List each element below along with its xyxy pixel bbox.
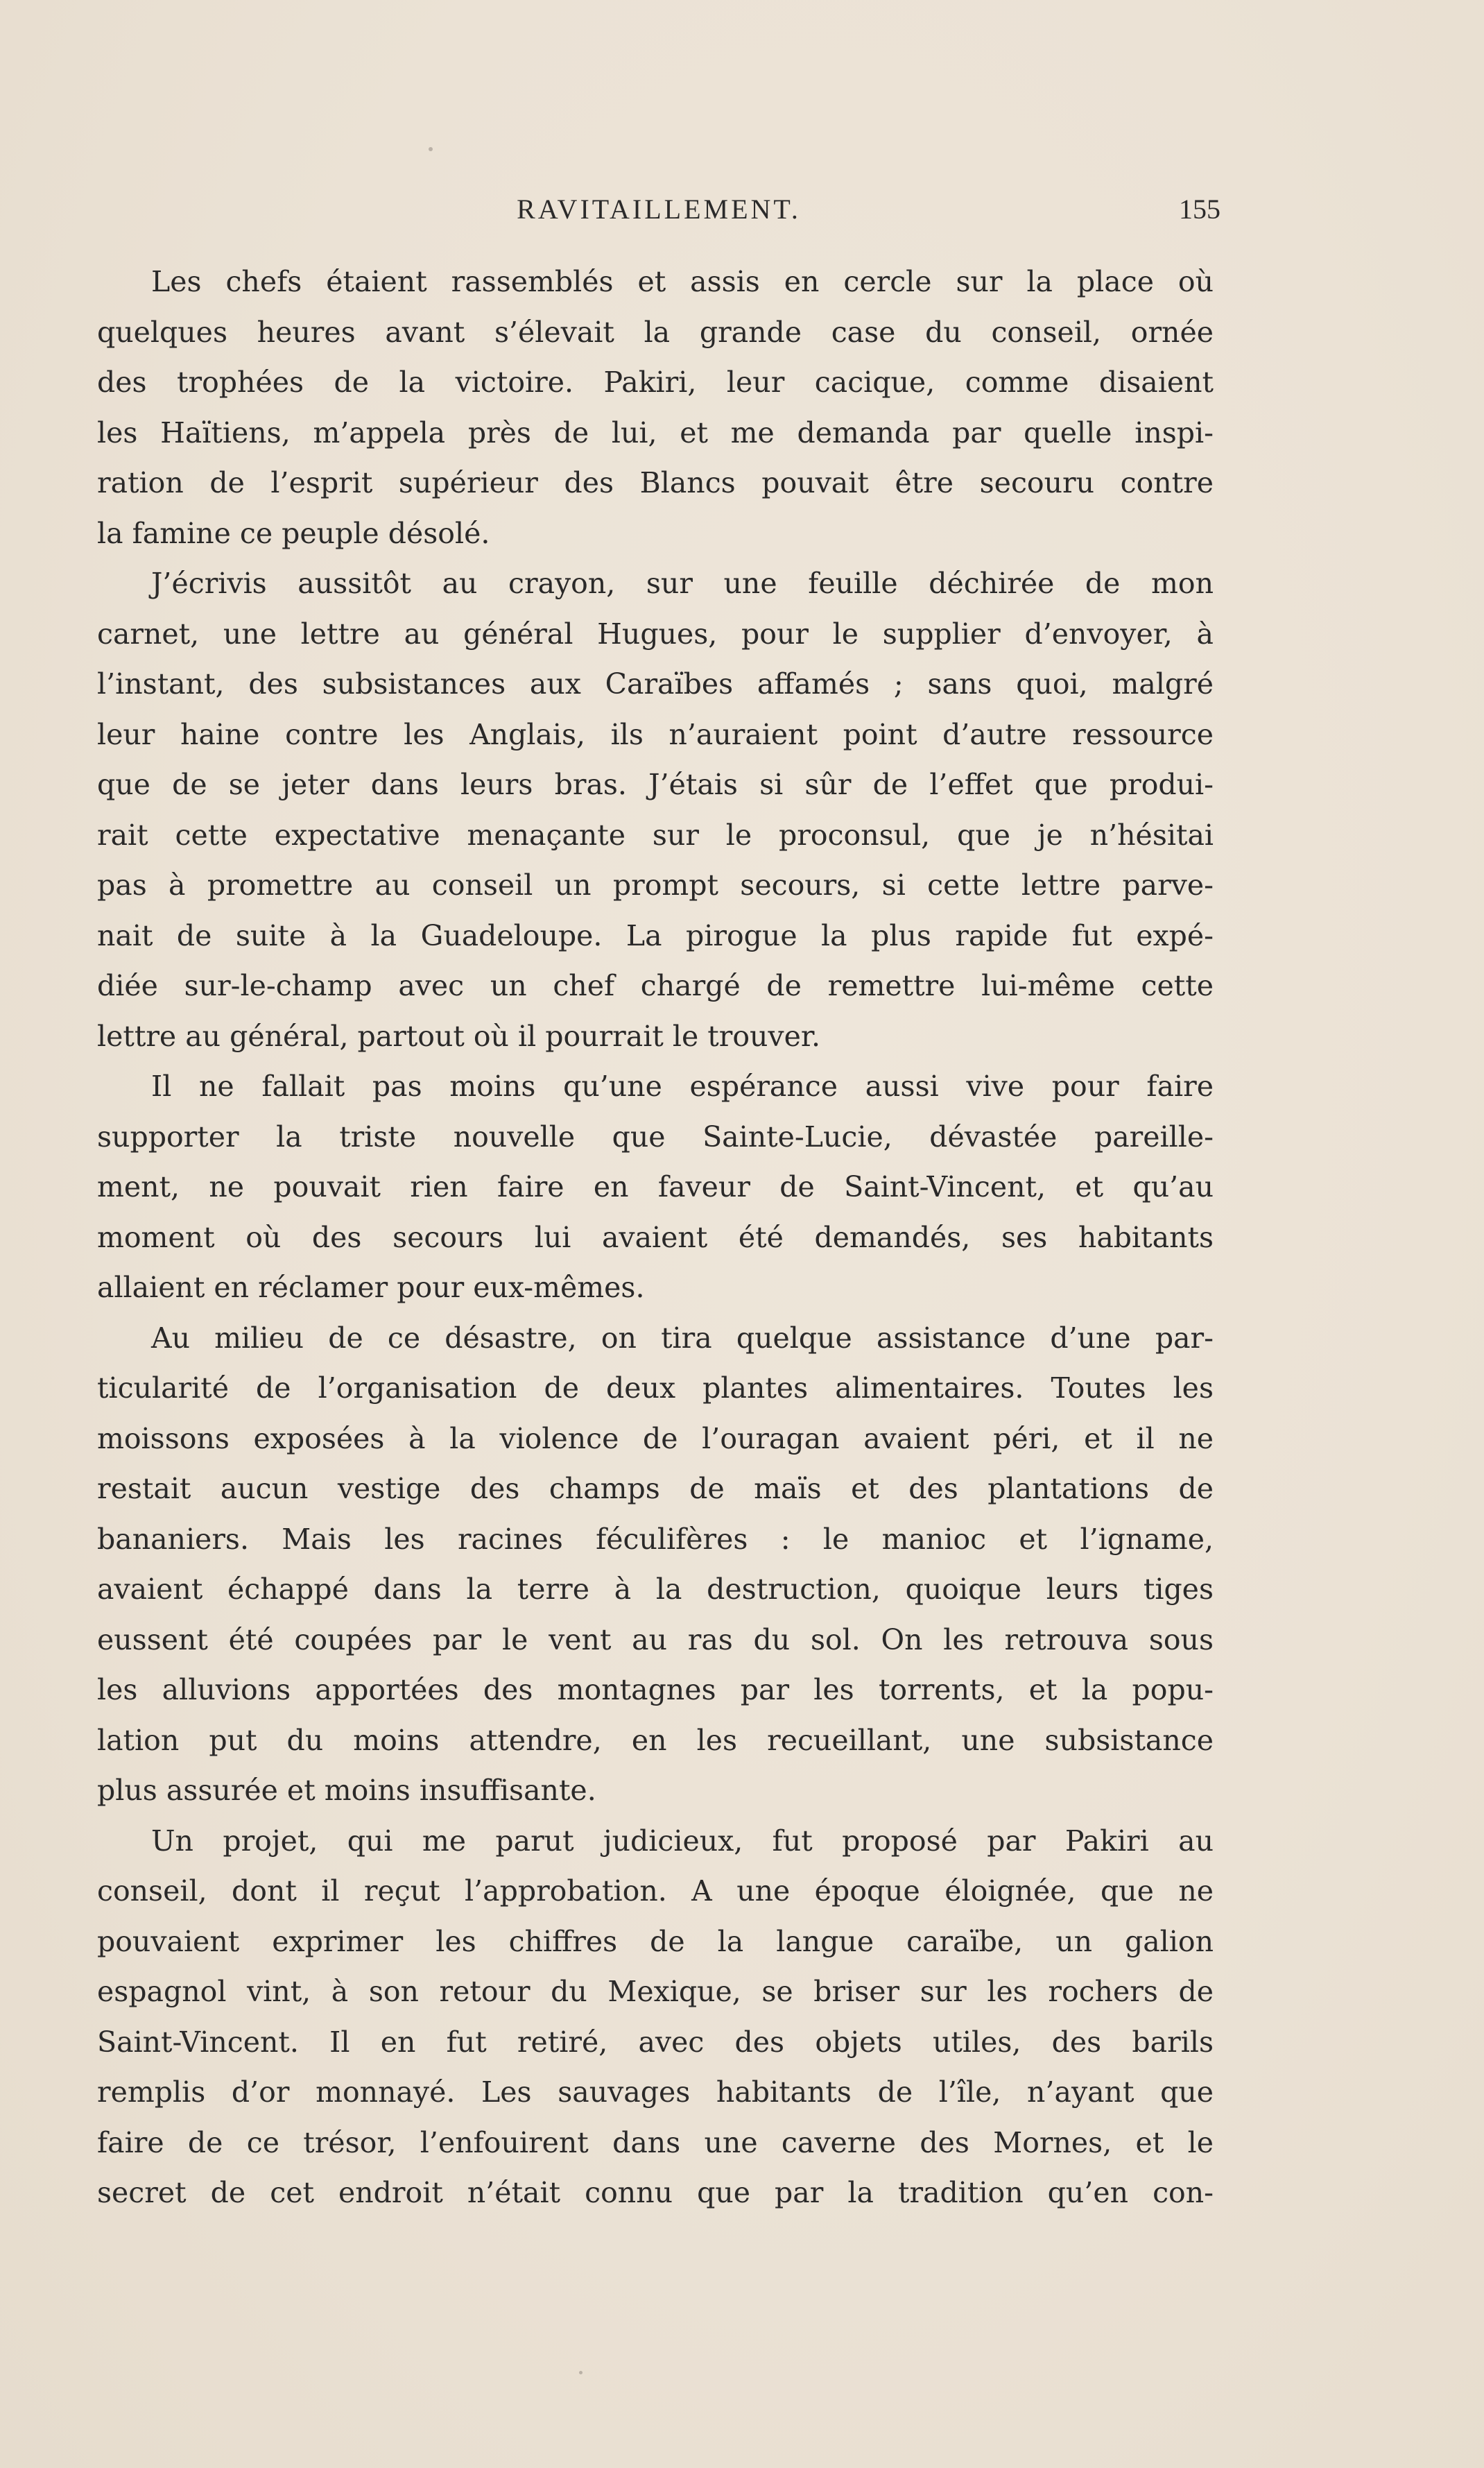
text-line: remplis d’or monnayé. Les sauvages habitants de l’île, n’ayant que [97,2075,1214,2109]
text-line: rait cette expectative menaçante sur le proconsul, que je n’hésitai [97,818,1214,852]
page-number: 155 [1179,194,1220,225]
text-line: la famine ce peuple désolé. [97,516,490,550]
text-line: lation put du moins attendre, en les recueillant, une subsistance [97,1723,1214,1757]
running-head [97,189,1220,230]
text-line: Un projet, qui me parut judicieux, fut proposé par Pakiri au [151,1824,1214,1858]
paragraph [97,1061,1214,1313]
text-line: carnet, une lettre au général Hugues, pour le supplier d’envoyer, à [97,617,1214,651]
running-title: RAVITAILLEMENT. [517,194,801,225]
text-line: secret de cet endroit n’était connu que par la tradition qu’en con- [97,2176,1214,2209]
text-line: les alluvions apportées des montagnes par les torrents, et la popu- [97,1673,1214,1706]
text-line: faire de ce trésor, l’enfouirent dans une caverne des Mornes, et le [97,2125,1214,2159]
text-line: conseil, dont il reçut l’approbation. A une époque éloignée, que ne [97,1874,1214,1908]
text-line: Au milieu de ce désastre, on tira quelque assistance d’une par- [151,1321,1214,1355]
text-line: l’instant, des subsistances aux Caraïbes affamés ; sans quoi, malgré [97,667,1214,701]
paragraph [97,1816,1214,2218]
text-line: restait aucun vestige des champs de maïs et des plantations de [97,1472,1214,1505]
body-text [97,257,1214,2218]
text-line: Les chefs étaient rassemblés et assis en cercle sur la place où [151,265,1214,298]
paragraph [97,558,1214,1061]
text-line: quelques heures avant s’élevait la grande case du conseil, ornée [97,315,1214,349]
text-line: plus assurée et moins insuffisante. [97,1774,596,1807]
paper-speck [579,2371,583,2374]
text-line: nait de suite à la Guadeloupe. La pirogue la plus rapide fut expé- [97,918,1214,952]
text-line: bananiers. Mais les racines féculifères : le manioc et l’igname, [97,1522,1214,1556]
text-line: que de se jeter dans leurs bras. J’étais si sûr de l’effet que produi- [97,768,1214,801]
text-line: allaient en réclamer pour eux-mêmes. [97,1271,645,1304]
text-line: ticularité de l’organisation de deux plantes alimentaires. Toutes les [97,1371,1214,1405]
text-line: ment, ne pouvait rien faire en faveur de Saint-Vincent, et qu’au [97,1170,1214,1203]
text-line: des trophées de la victoire. Pakiri, leur cacique, comme disaient [97,366,1214,399]
text-line: pas à promettre au conseil un prompt secours, si cette lettre parve- [97,868,1214,902]
text-line: J’écrivis aussitôt au crayon, sur une feuille déchirée de mon [151,567,1214,600]
paragraph [97,257,1214,558]
text-line: ration de l’esprit supérieur des Blancs pouvait être secouru contre [97,466,1214,499]
text-line: diée sur-le-champ avec un chef chargé de remettre lui-même cette [97,969,1214,1002]
paragraph [97,1313,1214,1816]
text-line: eussent été coupées par le vent au ras du sol. On les retrouva sous [97,1622,1214,1656]
text-line: moissons exposées à la violence de l’ouragan avaient péri, et il ne [97,1421,1214,1455]
text-line: moment où des secours lui avaient été demandés, ses habitants [97,1220,1214,1254]
text-line: avaient échappé dans la terre à la destruction, quoique leurs tiges [97,1573,1214,1606]
paper-speck [429,147,433,151]
text-line: supporter la triste nouvelle que Sainte-Lucie, dévastée pareille- [97,1120,1214,1154]
text-line: pouvaient exprimer les chiffres de la langue caraïbe, un galion [97,1924,1214,1958]
text-line: Il ne fallait pas moins qu’une espérance aussi vive pour faire [151,1070,1214,1103]
text-line: Saint-Vincent. Il en fut retiré, avec des objets utiles, des barils [97,2025,1214,2059]
text-line: lettre au général, partout où il pourrait le trouver. [97,1019,820,1053]
text-line: espagnol vint, à son retour du Mexique, se briser sur les rochers de [97,1975,1214,2008]
text-line: les Haïtiens, m’appela près de lui, et me demanda par quelle inspi- [97,415,1214,449]
text-line: leur haine contre les Anglais, ils n’auraient point d’autre ressource [97,717,1214,751]
